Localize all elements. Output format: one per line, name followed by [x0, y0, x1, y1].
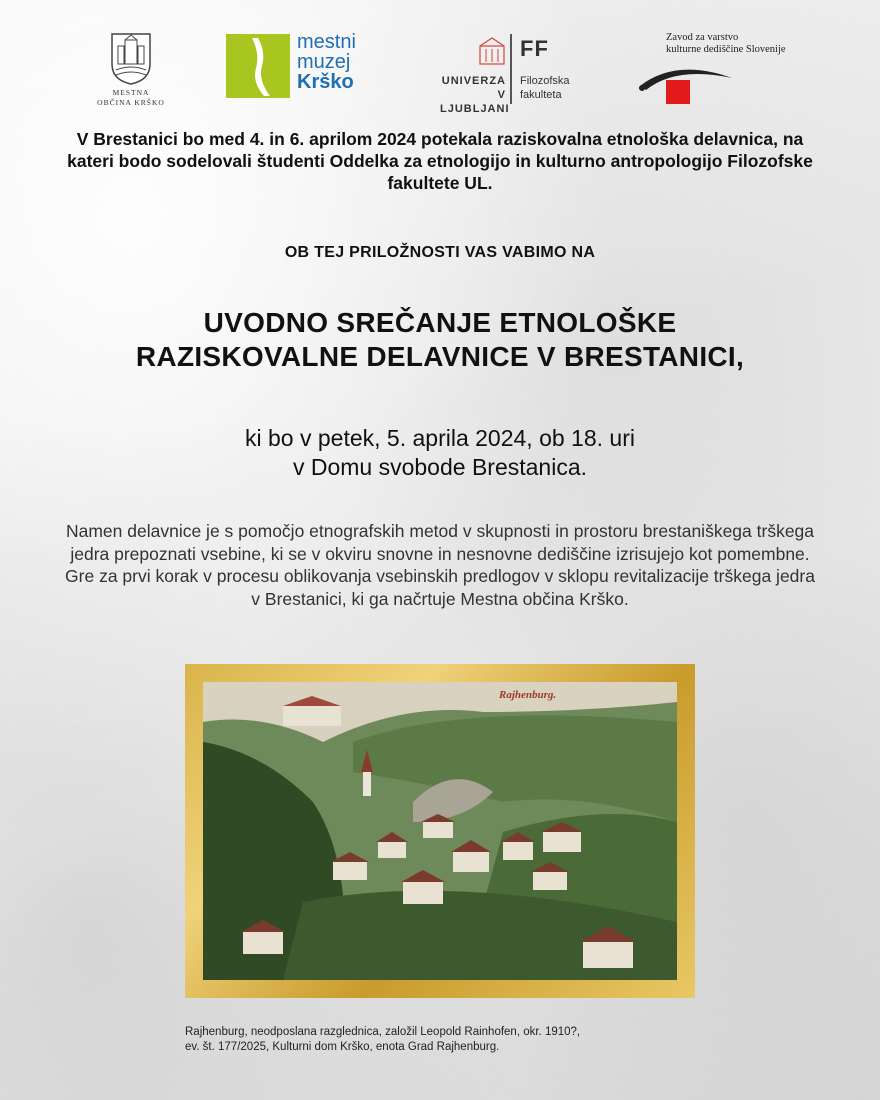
caption-line1: Rajhenburg, neodposlana razglednica, založil Leopold Rainhofen, okr. 1910?, — [185, 1026, 581, 1038]
heritage-line2: kulturne dediščine Slovenije — [666, 44, 786, 55]
museum-line2: muzej — [297, 51, 351, 73]
river-mark-icon — [226, 34, 290, 98]
ff-mark: FF — [520, 36, 549, 61]
heritage-institute-logo — [636, 32, 806, 112]
photo-caption — [185, 1025, 725, 1055]
museum-line1: mestni — [297, 31, 356, 53]
faculty-line1: Filozofska — [520, 75, 570, 87]
invite-heading: OB TEJ PRILOŽNOSTI VAS VABIMO NA — [284, 244, 596, 261]
postcard-frame — [185, 664, 695, 998]
postcard-label: Rajhenburg. — [499, 689, 557, 701]
when-line2: v Domu svobode Brestanica. — [292, 454, 588, 480]
university-divider — [510, 34, 512, 104]
village-landscape-illustration — [203, 682, 677, 980]
intro-text: V Brestanici bo med 4. in 6. aprilom 2024 potekala raziskovalna etnološka delavnica, na kateri bodo sodelovali študenti Oddelka za etnologijo in kulturno antropologijo Filozofske fakultete UL. — [67, 129, 813, 193]
heritage-red-square — [666, 80, 690, 104]
university-logo — [440, 30, 590, 115]
museum-green-mark — [226, 34, 290, 98]
caption-line2: ev. št. 177/2025, Kulturni dom Krško, enota Grad Rajhenburg. — [185, 1041, 500, 1053]
municipality-line1: MESTNA — [112, 88, 150, 97]
event-time-place — [60, 424, 820, 482]
purpose-text: Namen delavnice je s pomočjo etnografskih metod v skupnosti in prostoru brestaniškega trškega jedra prepoznati vsebine, ki se v okviru snovne in nesnovne dediščine izrisujejo kot pomembne. Gre za prvi korak v procesu oblikovanja vsebinskih predlogov v sklopu revitalizacije trškega jedra v Brestanici, ki ga načrtuje Mestna občina Krško. — [65, 521, 815, 609]
university-line2: V LJUBLJANI — [440, 89, 510, 115]
event-title — [40, 306, 840, 374]
faculty-line2: fakulteta — [520, 89, 562, 101]
municipality-line2: OBČINA KRŠKO — [97, 98, 165, 107]
postcard-image — [203, 682, 677, 980]
heritage-line1: Zavod za varstvo — [666, 32, 739, 43]
municipality-logo — [96, 30, 166, 108]
museum-logo — [226, 31, 376, 100]
castle-crest-icon — [108, 30, 154, 86]
logo-bar — [0, 22, 880, 115]
when-line1: ki bo v petek, 5. aprila 2024, ob 18. uri — [245, 425, 635, 451]
museum-line3: Krško — [297, 71, 354, 93]
title-line2: RAZISKOVALNE DELAVNICE V BRESTANICI, — [135, 341, 745, 372]
university-building-icon — [478, 36, 506, 66]
title-line1: UVODNO SREČANJE ETNOLOŠKE — [203, 307, 677, 338]
university-line1: UNIVERZA — [441, 75, 506, 87]
